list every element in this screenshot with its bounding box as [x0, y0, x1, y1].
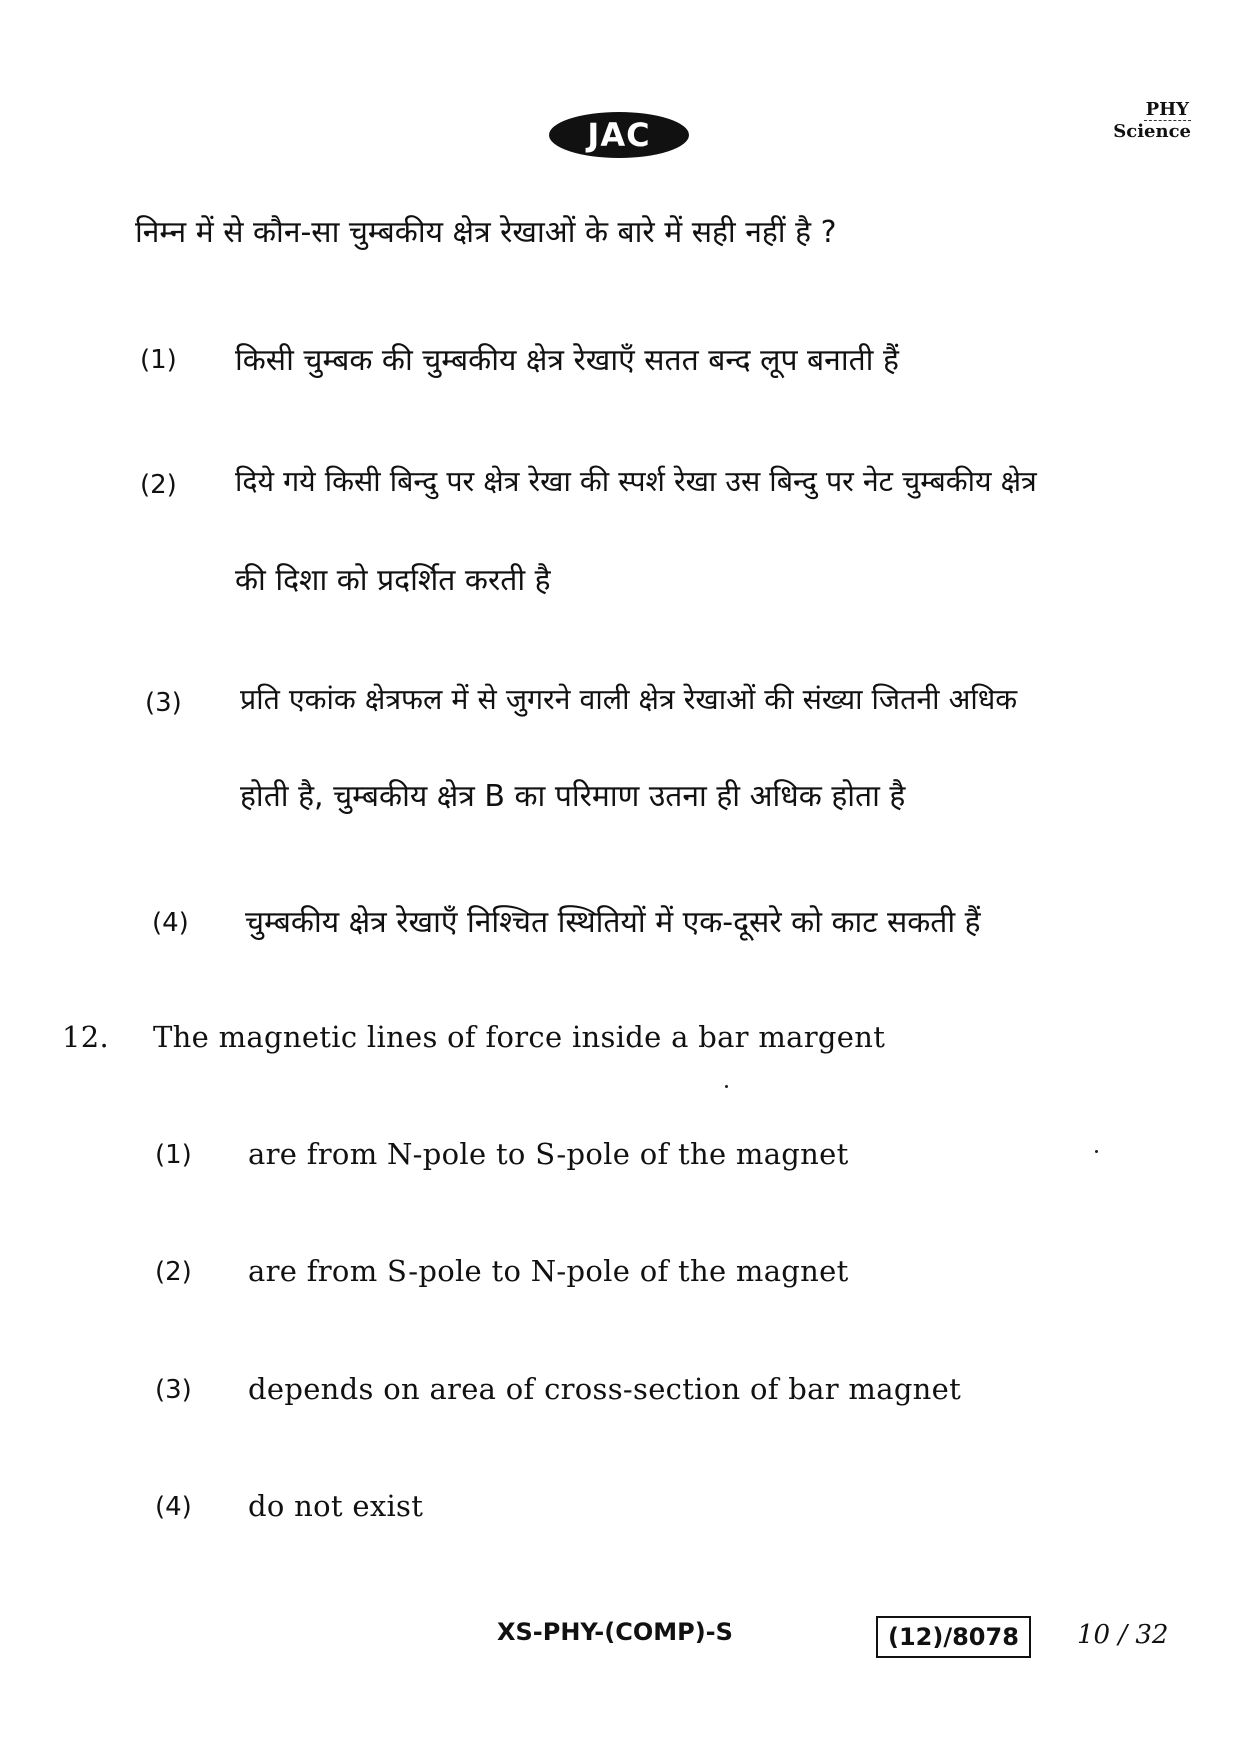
hi-option-3-line-2: होती है, चुम्बकीय क्षेत्र B का परिमाण उतना ही अधिक होता है — [240, 779, 906, 814]
logo-text: JAC — [587, 116, 651, 154]
en-option-3-number: (3) — [155, 1375, 192, 1405]
question-hindi-text: निम्न में से कौन-सा चुम्बकीय क्षेत्र रेखाओं के बारे में सही नहीं है ? — [135, 215, 837, 250]
en-option-4-number: (4) — [155, 1492, 192, 1522]
en-option-1-number: (1) — [155, 1140, 192, 1170]
hi-option-1-text: किसी चुम्बक की चुम्बकीय क्षेत्र रेखाएँ सतत बन्द लूप बनाती हैं — [235, 343, 899, 378]
question-12-number: 12. — [62, 1020, 110, 1054]
paper-box-code: (12)/8078 — [876, 1616, 1031, 1658]
subject-tag — [1113, 100, 1191, 143]
en-option-2-number: (2) — [155, 1257, 192, 1287]
en-option-2-text: are from S-pole to N-pole of the magnet — [248, 1254, 849, 1288]
hi-option-2-line-2: की दिशा को प्रदर्शित करती है — [235, 563, 551, 598]
en-option-3-text: depends on area of cross-section of bar magnet — [248, 1372, 962, 1406]
hi-option-4-number: (4) — [152, 908, 189, 938]
hi-option-3-number: (3) — [145, 688, 182, 718]
en-option-4-text: do not exist — [248, 1489, 424, 1523]
hi-option-2-line-1: दिये गये किसी बिन्दु पर क्षेत्र रेखा की स्पर्श रेखा उस बिन्दु पर नेट चुम्बकीय क्षेत्र — [235, 465, 1037, 498]
subject-name: Science — [1113, 121, 1191, 142]
hi-option-1-number: (1) — [140, 345, 177, 375]
hi-option-4-text: चुम्बकीय क्षेत्र रेखाएँ निश्चित स्थितियों में एक-दूसरे को काट सकती हैं — [245, 905, 981, 940]
subject-code: PHY — [1145, 99, 1189, 120]
hi-option-3-line-1: प्रति एकांक क्षेत्रफल में से जुगरने वाली क्षेत्र रेखाओं की संख्या जितनी अधिक — [240, 683, 1018, 716]
jac-logo — [549, 112, 689, 158]
en-option-1-text: are from N-pole to S-pole of the magnet — [248, 1137, 849, 1171]
question-12-text: The magnetic lines of force inside a bar margent — [153, 1020, 886, 1054]
hi-option-2-number: (2) — [140, 470, 177, 500]
paper-code: XS-PHY-(COMP)-S — [497, 1618, 733, 1646]
scan-speck — [1095, 1150, 1098, 1153]
scan-speck — [725, 1085, 728, 1088]
page-number: 10 / 32 — [1077, 1620, 1169, 1650]
